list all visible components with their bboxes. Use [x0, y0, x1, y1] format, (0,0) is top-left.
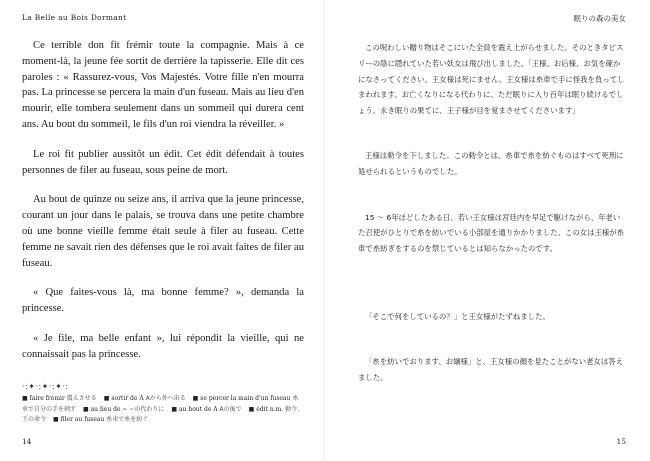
vocab-gloss: 勅令、王の命令: [22, 405, 304, 423]
vocab-term: sortir de A: [111, 395, 144, 402]
japanese-text: [358, 40, 626, 385]
french-paragraph-1: Ce terrible don fit frémir toute la compagnie. Mais à ce moment-là, la jeune fée sortit de derrière la tapisserie. Elle dit ces paroles : « Rassurez-vous, Vos Majestés. Votre fille n'en mourra pas. La princesse se percera la main d'un fuseau. Mais au lieu d'en mourir, elle tombera seulement dans un sommeil qui durera cent ans. Au bout du sommeil, le fils d'un roi viendra la réveiller. »: [22, 40, 304, 130]
vocab-gloss: ~の代わりに: [129, 405, 165, 413]
square-bullet-icon: ■: [82, 405, 89, 413]
page-number-right: 15: [616, 437, 626, 446]
vocab-gloss: Aの後で: [219, 405, 242, 413]
vocab-gloss: Aから外へ出る: [145, 395, 186, 402]
vocab-list: [22, 394, 304, 426]
vocab-item: [104, 395, 186, 402]
square-bullet-icon: ■: [171, 405, 177, 413]
vocab-term: se percer la main d'un fuseau: [200, 395, 291, 402]
french-text: [22, 38, 304, 377]
vocabulary-box: [22, 382, 304, 426]
square-bullet-icon: ■: [52, 416, 59, 423]
vocab-item: [171, 406, 241, 413]
japanese-paragraph-5: 「糸を紡いでおります、お嬢様」と、王女様の顔を見たことがない老女は答えました。: [358, 356, 624, 382]
japanese-paragraph-2: 王様は勅令を下しました。この勅令とは、糸車で糸を紡ぐものはすべて死刑に処せられるというものでした。: [358, 150, 624, 176]
running-head-right: 眠りの森の美女: [573, 14, 626, 23]
vocab-term: filer au fuseau: [60, 416, 105, 423]
right-page: [332, 0, 650, 461]
square-bullet-icon: ■: [248, 405, 255, 413]
left-page: [0, 0, 318, 461]
vocab-gloss: 糸車で自分の手を刺す: [22, 395, 299, 413]
french-paragraph-2: Le roi fit publier aussitôt un édit. Cet édit défendait à toutes personnes de filer au fuseau, sous peine de mort.: [22, 148, 304, 176]
japanese-paragraph-4: 「そこで何をしているの？」と王女様がたずねました。: [365, 311, 550, 321]
french-paragraph-3: Au bout de quinze ou seize ans, il arriva que la jeune princesse, courant un jour dans le palais, se trouva dans une petite chambre où une bonne vieille femme était seule à filer au fuseau. Cette femme ne savait rien des défenses que le roi avait faites de filer au fuseau.: [22, 194, 304, 269]
gutter-divider: [324, 0, 325, 461]
vocab-item: [83, 406, 164, 413]
square-bullet-icon: ■: [192, 395, 199, 402]
french-paragraph-4: « Que faites-vous là, ma bonne femme? », demanda la princesse.: [22, 287, 304, 315]
japanese-paragraph-3: 15 ～ 6年ほどしたある日、若い王女様は宮廷内を早足で駆けながら、年老いた召使がひとりで糸を紡いでいる小部屋を通りかかりました。この女は王様が糸車で糸紡ぎをするのを禁じているとは知らなかったのです。: [358, 212, 625, 254]
square-bullet-icon: ■: [103, 395, 110, 402]
running-head-left: La Belle au Bois Dormant: [22, 13, 127, 22]
vocab-term: édit n.m.: [256, 405, 284, 413]
vocab-ornament: ·:✦·:✦·:✦·:: [22, 382, 69, 391]
vocab-term: au bout de A: [179, 405, 218, 413]
french-paragraph-5: « Je file, ma belle enfant », lui répondit la vieille, qui ne connaissait pas la princesse.: [22, 332, 304, 360]
vocab-term: faire frémir: [29, 395, 65, 402]
vocab-gloss: 震えさせる: [66, 395, 97, 402]
square-bullet-icon: ■: [22, 395, 28, 402]
japanese-paragraph-1: この呪わしい贈り物はそこにいた全員を震え上がらせました。そのときタピスリーの陰に隠れていた若い妖女は飛び出しました。「王様、お后様、お気を確かになさってください。王女様は死にません。王女様は糸車で手に怪我を負ってしまわれます。お亡くなりになる代わりに、ただ眠りに入り百年は眠り続けるでしょう。永き眠りの果てに、王子様が目を覚まさせてくださいます」: [358, 43, 625, 116]
page-number-left: 14: [22, 437, 32, 446]
vocab-term: au lieu de ~: [90, 405, 128, 413]
vocab-item: [53, 416, 148, 423]
vocab-item: [22, 395, 97, 402]
vocab-gloss: 糸車で糸を紡ぐ: [106, 416, 149, 423]
